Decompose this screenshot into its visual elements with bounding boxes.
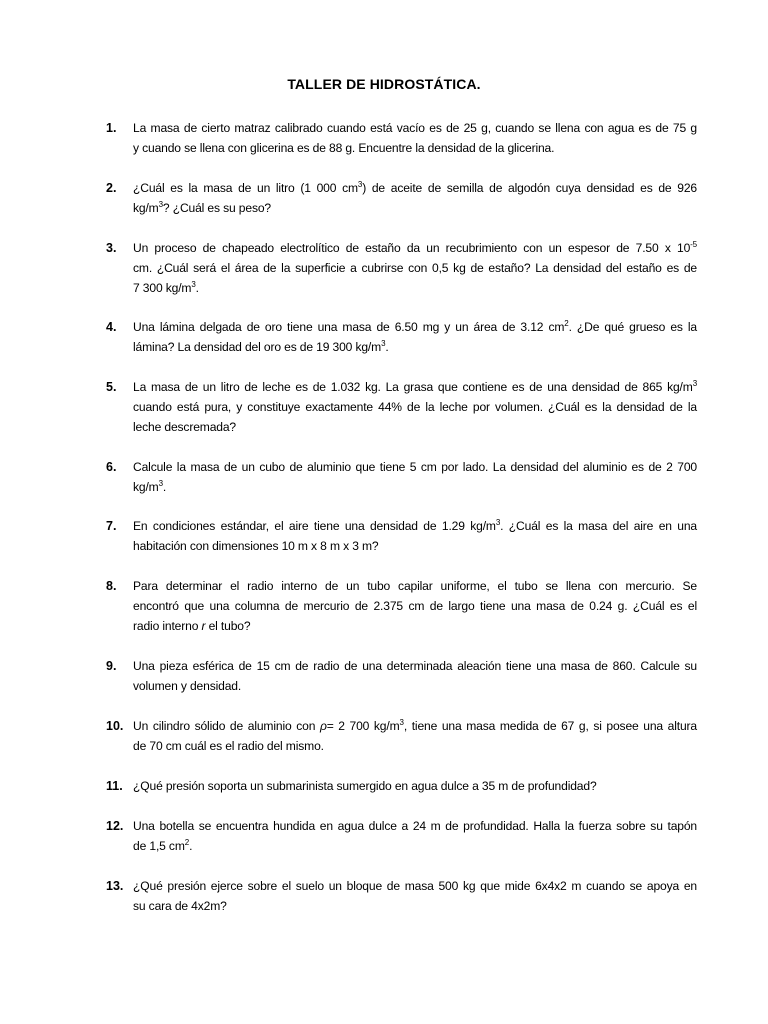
problem-number: 9. xyxy=(106,659,117,673)
problem-number: 5. xyxy=(106,380,117,394)
problem-line xyxy=(133,596,697,616)
problem-text xyxy=(133,377,697,437)
problem-text xyxy=(133,816,697,856)
text-run: . ¿De qué grueso es la xyxy=(568,320,697,334)
text-run: habitación con dimensiones 10 m x 8 m x 3 m? xyxy=(133,539,379,553)
text-run: Una lámina delgada de oro tiene una masa de 6.50 mg y un área de 3.12 cm xyxy=(133,320,565,334)
text-run: Una botella se encuentra hundida en agua dulce a 24 m de profundidad. Halla la fuerza sobre su tapón xyxy=(133,819,697,833)
problem-line xyxy=(133,417,697,437)
text-run: radio interno xyxy=(133,619,202,633)
text-run: . xyxy=(195,281,199,295)
problem-number: 11. xyxy=(106,779,123,793)
problem-text xyxy=(133,576,697,636)
problem-line xyxy=(133,876,697,896)
problem-text xyxy=(133,317,697,357)
text-run: leche descremada? xyxy=(133,420,236,434)
problem-text xyxy=(133,776,697,796)
problem-line xyxy=(133,536,697,556)
text-run: y cuando se llena con glicerina es de 88 g. Encuentre la densidad de la glicerina. xyxy=(133,141,555,155)
text-run: su cara de 4x2m? xyxy=(133,899,227,913)
text-run: kg/m xyxy=(133,480,159,494)
text-run: . xyxy=(162,480,167,494)
text-run: Calcule la masa de un cubo de aluminio que tiene 5 cm por lado. La densidad del aluminio es de 2 700 xyxy=(133,460,697,474)
superscript: -5 xyxy=(690,240,697,249)
text-run: . xyxy=(385,340,389,354)
text-run: cm. ¿Cuál será el área de la superficie a cubrirse con 0,5 kg de estaño? La densidad del estaño es de xyxy=(133,261,697,275)
text-run: . ¿Cuál es la masa del aire en una xyxy=(500,519,697,533)
problem-line xyxy=(133,736,697,756)
text-run: el tubo? xyxy=(205,619,251,633)
text-run: ¿Qué presión soporta un submarinista sumergido en agua dulce a 35 m de profundidad? xyxy=(133,779,597,793)
superscript: 3 xyxy=(357,180,363,189)
problem-number: 4. xyxy=(106,320,117,334)
text-run: 7 300 kg/m xyxy=(133,281,192,295)
problem-line xyxy=(133,317,697,337)
problem-number: 8. xyxy=(106,579,117,593)
problem-number: 10. xyxy=(106,719,124,733)
superscript: 2 xyxy=(564,319,569,328)
problem-text xyxy=(133,876,697,916)
italic-symbol: r xyxy=(201,619,206,633)
text-run: volumen y densidad. xyxy=(133,679,242,693)
text-run: Para determinar el radio interno de un tubo capilar uniforme, el tubo se llena con mercurio. Se xyxy=(133,579,697,593)
problem-text xyxy=(133,516,697,556)
text-run: = 2 700 kg/m xyxy=(326,719,400,733)
text-run: kg/m xyxy=(133,201,159,215)
text-run: Una pieza esférica de 15 cm de radio de una determinada aleación tiene una masa de 860. Calcule su xyxy=(133,659,697,673)
problem-line xyxy=(133,337,697,357)
italic-symbol: ρ xyxy=(319,719,327,733)
superscript: 3 xyxy=(692,379,697,388)
problem-line xyxy=(133,138,697,158)
problem-line xyxy=(133,676,697,696)
problem-line xyxy=(133,516,697,536)
problem-line xyxy=(133,576,697,596)
text-run: , tiene una masa medida de 67 g, si posee una altura xyxy=(403,719,697,733)
text-run: ¿Cuál es la masa de un litro (1 000 cm xyxy=(133,181,358,195)
text-run: ? ¿Cuál es su peso? xyxy=(162,201,271,215)
superscript: 3 xyxy=(399,718,404,727)
problem-text xyxy=(133,118,697,158)
problem-number: 12. xyxy=(106,819,124,833)
problem-line xyxy=(133,178,697,198)
problem-line xyxy=(133,397,697,417)
text-run: cuando está pura, y constituye exactamente 44% de la leche por volumen. ¿Cuál es la densidad de la xyxy=(133,400,697,414)
problem-line xyxy=(133,377,697,397)
text-run: La masa de cierto matraz calibrado cuando está vacío es de 25 g, cuando se llena con agua es de 75 g xyxy=(133,121,697,135)
superscript: 3 xyxy=(381,339,386,348)
problem-line xyxy=(133,776,697,796)
problem-line xyxy=(133,616,697,636)
problem-line xyxy=(133,716,697,736)
text-run: En condiciones estándar, el aire tiene una densidad de 1.29 kg/m xyxy=(133,519,496,533)
text-run: . xyxy=(189,839,193,853)
superscript: 3 xyxy=(158,479,163,488)
problem-number: 1. xyxy=(106,121,117,135)
text-run: ) de aceite de semilla de algodón cuya densidad es de 926 xyxy=(362,181,697,195)
problem-number: 7. xyxy=(106,519,117,533)
problem-text xyxy=(133,238,697,298)
text-run: de 70 cm cuál es el radio del mismo. xyxy=(133,739,324,753)
text-run: encontró que una columna de mercurio de 2.375 cm de largo tiene una masa de 0.24 g. ¿Cuál es el xyxy=(133,599,697,613)
problem-line xyxy=(133,656,697,676)
problem-line xyxy=(133,118,697,138)
problem-line xyxy=(133,896,697,916)
text-run: lámina? La densidad del oro es de 19 300 kg/m xyxy=(133,340,382,354)
text-run: La masa de un litro de leche es de 1.032 kg. La grasa que contiene es de una densidad de 865 kg/m xyxy=(133,380,693,394)
problem-text xyxy=(133,178,697,218)
problem-number: 6. xyxy=(106,460,117,474)
problem-number: 13. xyxy=(106,879,124,893)
problem-text xyxy=(133,457,697,497)
problem-number: 3. xyxy=(106,241,117,255)
document-title: TALLER DE HIDROSTÁTICA. xyxy=(287,76,481,92)
text-run: Un cilindro sólido de aluminio con xyxy=(133,719,320,733)
text-run: de 1,5 cm xyxy=(133,839,185,853)
problem-line xyxy=(133,198,697,218)
problem-line xyxy=(133,278,697,298)
problem-line xyxy=(133,238,697,258)
problem-line xyxy=(133,258,697,278)
superscript: 2 xyxy=(184,838,190,847)
text-run: Un proceso de chapeado electrolítico de estaño da un recubrimiento con un espesor de 7.50 x 10 xyxy=(133,241,691,255)
problem-line xyxy=(133,477,697,497)
superscript: 3 xyxy=(191,280,196,289)
superscript: 3 xyxy=(158,200,163,209)
problem-line xyxy=(133,816,697,836)
problem-line xyxy=(133,457,697,477)
superscript: 3 xyxy=(495,518,501,527)
problem-text xyxy=(133,656,697,696)
problem-number: 2. xyxy=(106,181,117,195)
text-run: ¿Qué presión ejerce sobre el suelo un bloque de masa 500 kg que mide 6x4x2 m cuando se apoya en xyxy=(133,879,697,893)
problem-text xyxy=(133,716,697,756)
problem-line xyxy=(133,836,697,856)
